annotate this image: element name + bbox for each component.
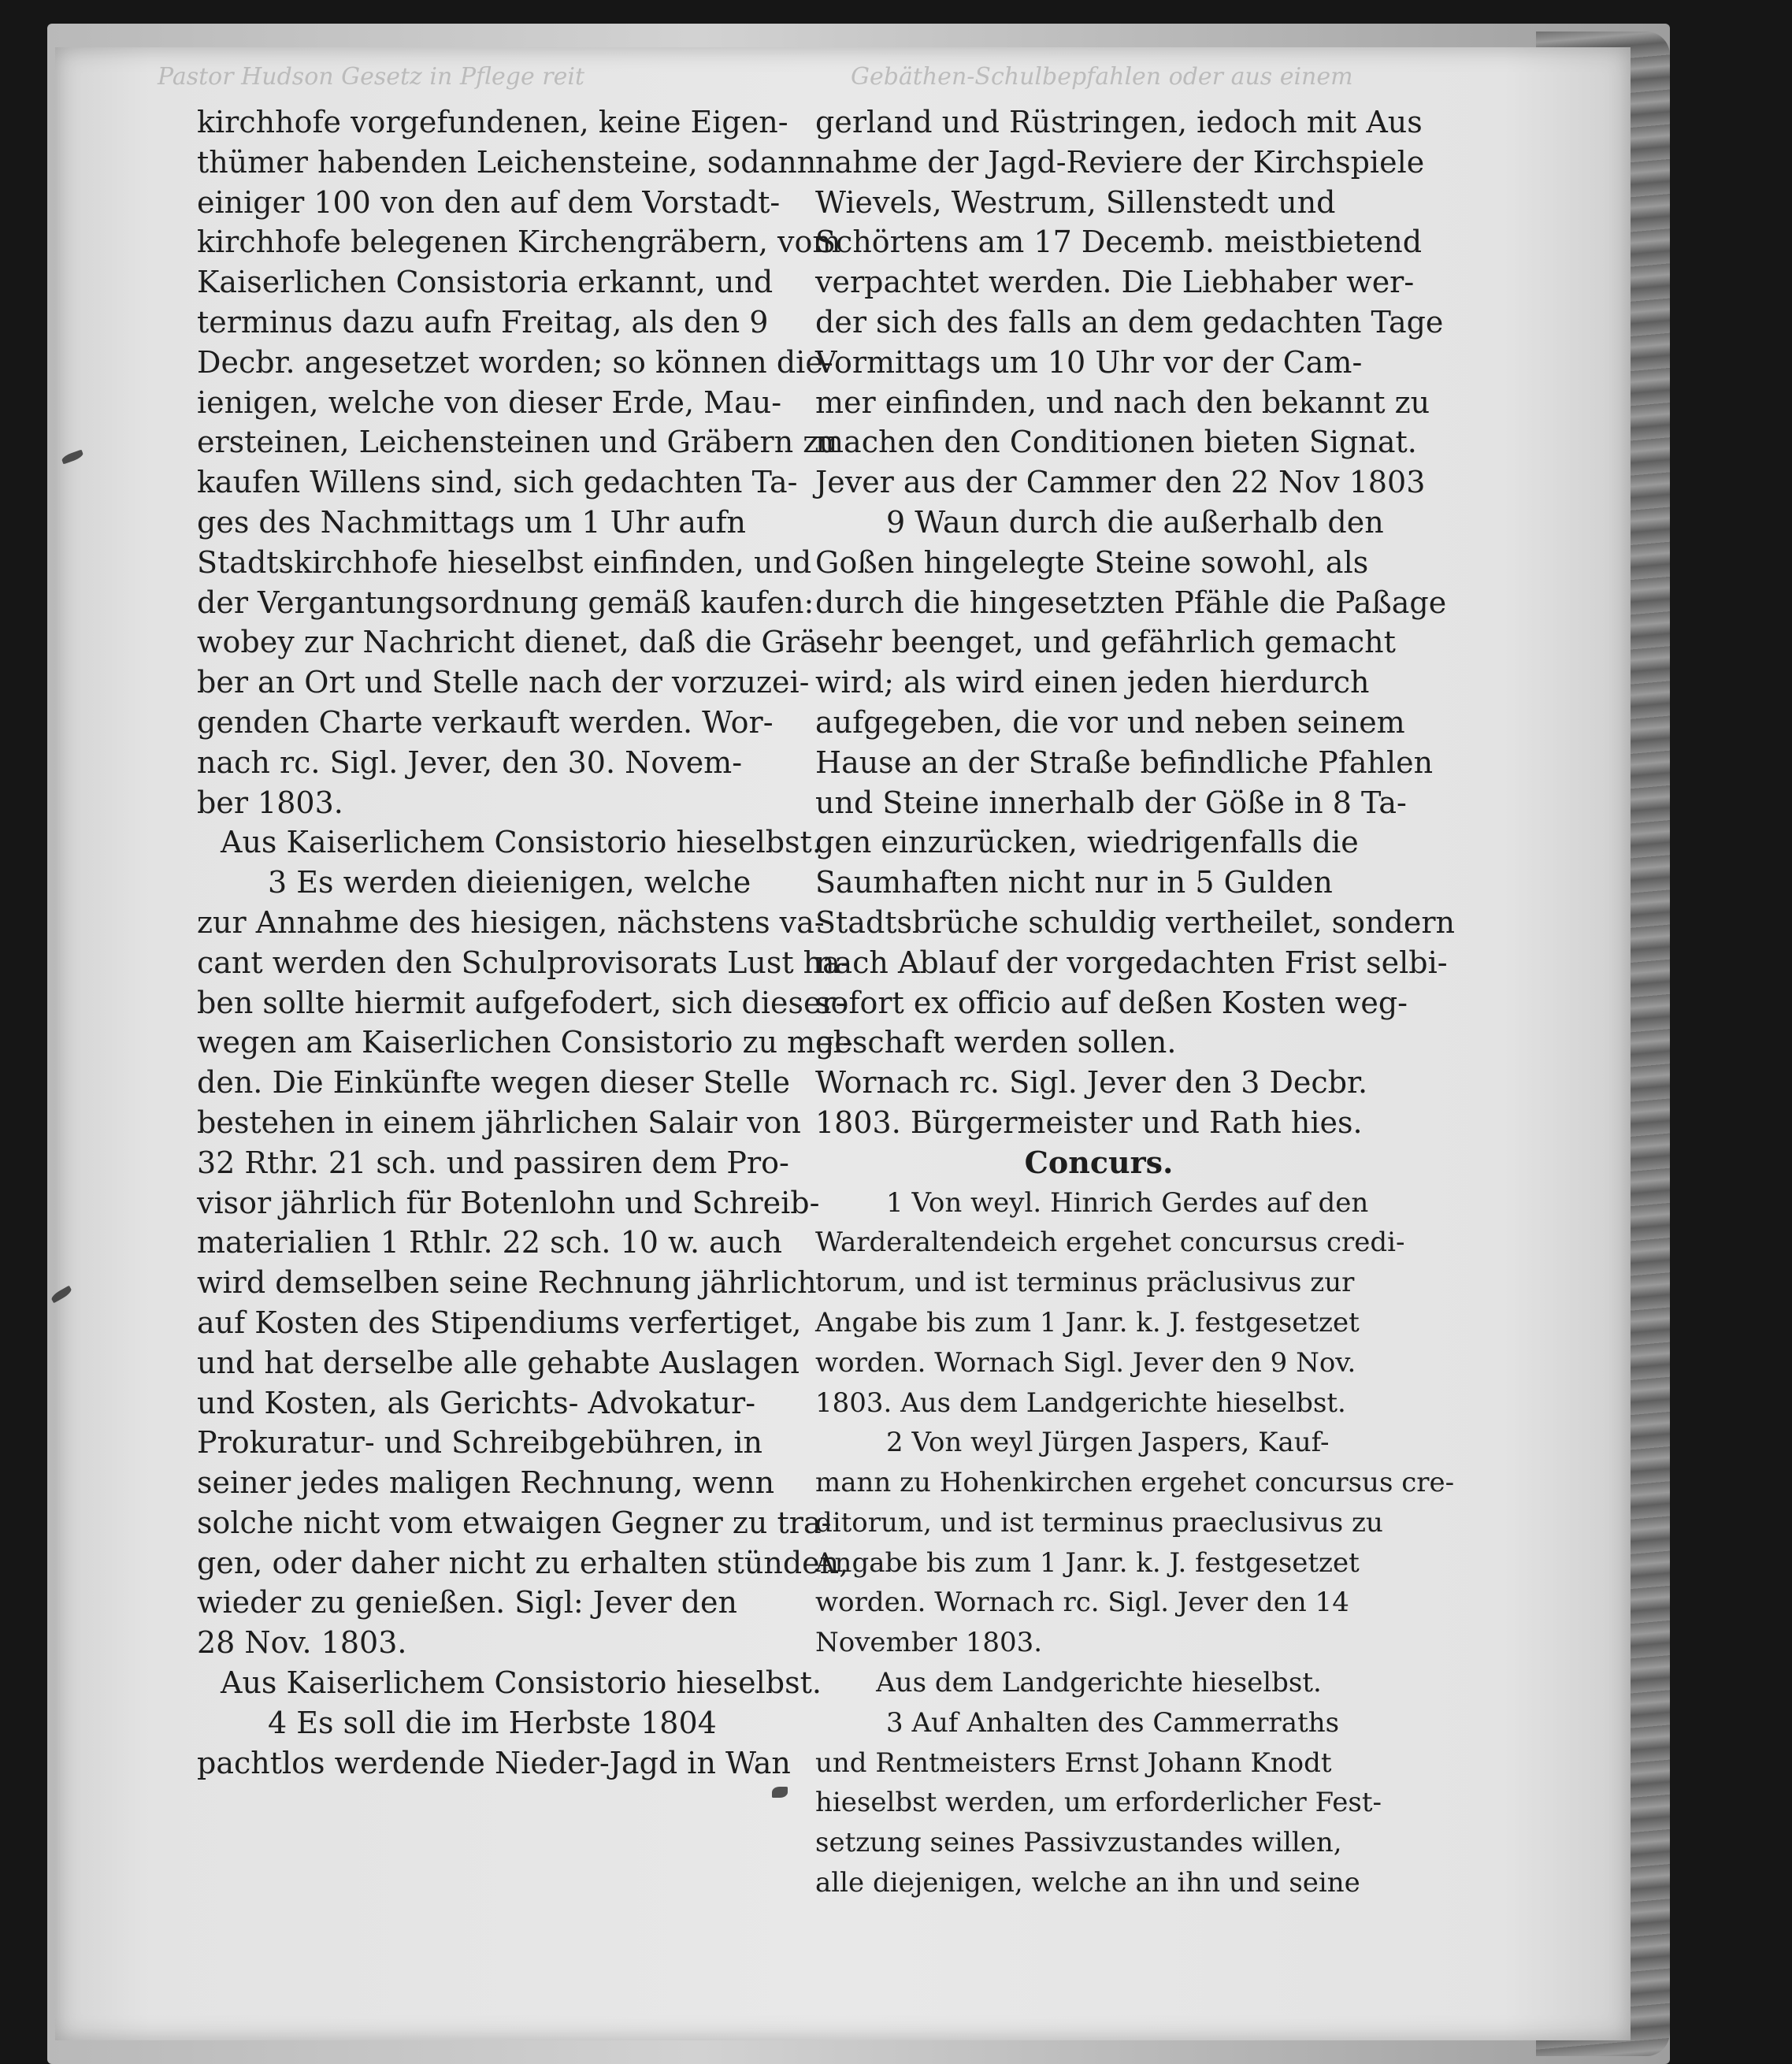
ink-blot (772, 1787, 788, 1798)
text-line: alle diejenigen, welche an ihn und seine (815, 1867, 1360, 1899)
notice-start-line: 3 Es werden dieienigen, welche (268, 865, 751, 900)
text-line: mer einfinden, und nach den bekannt zu (815, 384, 1430, 420)
text-line: ditorum, und ist terminus praeclusivus zu (815, 1506, 1383, 1539)
text-line: ben sollte hiermit aufgefodert, sich dieser- (197, 985, 846, 1020)
text-line: gen einzurücken, wiedrigenfalls die (815, 825, 1359, 860)
text-line: Vormittags um 10 Uhr vor der Cam- (815, 344, 1363, 380)
text-line: materialien 1 Rthlr. 22 sch. 10 w. auch (197, 1225, 783, 1260)
text-line: visor jährlich für Botenlohn und Schreib- (197, 1185, 820, 1220)
text-line: aufgegeben, die vor und neben seinem (815, 704, 1405, 740)
text-line: terminus dazu aufn Freitag, als den 9 (197, 304, 769, 340)
authority-line: Aus dem Landgerichte hieselbst. (876, 1667, 1322, 1699)
text-line: auf Kosten des Stipendiums verfertiget, (197, 1305, 802, 1340)
text-line: Stadtskirchhofe hieselbst einfinden, und (197, 544, 812, 580)
text-line: geschaft werden sollen. (815, 1025, 1177, 1060)
text-line: Saumhaften nicht nur in 5 Gulden (815, 865, 1333, 900)
notice-start-line: 2 Von weyl Jürgen Jaspers, Kauf- (886, 1427, 1330, 1459)
text-line: wieder zu genießen. Sigl: Jever den (197, 1585, 737, 1620)
text-line: ges des Nachmittags um 1 Uhr aufn (197, 504, 746, 540)
text-line: wegen am Kaiserlichen Consistorio zu mel- (197, 1025, 853, 1060)
text-line: solche nicht vom etwaigen Gegner zu tra- (197, 1505, 832, 1540)
right-column (815, 102, 1455, 1903)
text-line: kirchhofe vorgefundenen, keine Eigen- (197, 105, 788, 139)
text-line: torum, und ist terminus präclusivus zur (815, 1267, 1355, 1299)
text-line: Angabe bis zum 1 Janr. k. J. festgesetzet (815, 1546, 1360, 1579)
text-line: wird; als wird einen jeden hierdurch (815, 665, 1370, 700)
text-line: worden. Wornach Sigl. Jever den 9 Nov. (815, 1346, 1356, 1379)
text-line: 1803. Bürgermeister und Rath hies. (815, 1104, 1363, 1140)
text-line: 32 Rthr. 21 sch. und passiren dem Pro- (197, 1145, 789, 1180)
text-line: seiner jedes maligen Rechnung, wenn (197, 1465, 775, 1501)
text-line: Wornach rc. Sigl. Jever den 3 Decbr. (815, 1065, 1368, 1101)
text-line: wobey zur Nachricht dienet, daß die Grä- (197, 625, 828, 660)
text-line: und hat derselbe alle gehabte Auslagen (197, 1345, 800, 1380)
left-column (197, 102, 853, 1783)
text-line: der Vergantungsordnung gemäß kaufen: (197, 585, 814, 620)
notice-start-line: 3 Auf Anhalten des Cammerraths (886, 1706, 1340, 1739)
text-line: verpachtet werden. Die Liebhaber wer- (815, 265, 1415, 300)
text-line: zur Annahme des hiesigen, nächstens va- (197, 904, 825, 940)
text-line: thümer habenden Leichensteine, sodann (197, 144, 817, 180)
text-line: Kaiserlichen Consistoria erkannt, und (197, 265, 774, 300)
text-line: und Steine innerhalb der Göße in 8 Ta- (815, 785, 1407, 820)
text-line: nach rc. Sigl. Jever, den 30. Novem- (197, 744, 743, 780)
text-line: sehr beenget, und gefährlich gemacht (815, 625, 1396, 660)
text-line: 28 Nov. 1803. (197, 1625, 407, 1661)
authority-line: Aus Kaiserlichem Consistorio hieselbst. (221, 1665, 822, 1701)
section-heading-concurs: Concurs. (1024, 1144, 1174, 1180)
text-line: Warderaltendeich ergehet concursus credi- (815, 1227, 1405, 1259)
text-line: genden Charte verkauft werden. Wor- (197, 704, 774, 740)
authority-line: Aus Kaiserlichem Consistorio hieselbst. (221, 825, 822, 860)
text-line: ienigen, welche von dieser Erde, Mau- (197, 384, 782, 420)
text-line: Angabe bis zum 1 Janr. k. J. festgesetzet (815, 1306, 1360, 1338)
text-line: den. Die Einkünfte wegen dieser Stelle (197, 1065, 791, 1101)
text-line: Wievels, Westrum, Sillenstedt und (815, 184, 1336, 220)
text-line: ersteinen, Leichensteinen und Gräbern zu (197, 425, 838, 460)
text-line: gen, oder daher nicht zu erhalten stünden, (197, 1545, 849, 1580)
bleed-through-right: Gebäthen-Schulbepfahlen oder aus einem (851, 63, 1353, 91)
text-line: cant werden den Schulprovisorats Lust ha- (197, 945, 851, 980)
text-line: durch die hingesetzten Pfähle die Paßage (815, 585, 1447, 620)
text-line: kaufen Willens sind, sich gedachten Ta- (197, 465, 798, 500)
text-line: und Rentmeisters Ernst Johann Knodt (815, 1747, 1332, 1779)
text-line: wird demselben seine Rechnung jährlich (197, 1265, 817, 1301)
notice-start-line: 4 Es soll die im Herbste 1804 (268, 1705, 717, 1740)
text-line: bestehen in einem jährlichen Salair von (197, 1104, 801, 1140)
text-line: gerland und Rüstringen, iedoch mit Aus (815, 105, 1423, 139)
notice-start-line: 9 Waun durch die außerhalb den (886, 504, 1384, 540)
text-line: Jever aus der Cammer den 22 Nov 1803 (815, 465, 1426, 500)
bleed-through-left: Pastor Hudson Gesetz in Pflege reit (158, 63, 585, 91)
text-line: ber an Ort und Stelle nach der vorzuzei- (197, 665, 810, 700)
text-line: Decbr. angesetzet worden; so können die- (197, 344, 833, 380)
notice-start-line: 1 Von weyl. Hinrich Gerdes auf den (886, 1186, 1369, 1219)
text-line: nach Ablauf der vorgedachten Frist selbi- (815, 945, 1448, 980)
text-line: Goßen hingelegte Steine sowohl, als (815, 544, 1369, 580)
text-line: Stadtsbrüche schuldig vertheilet, sondern (815, 904, 1455, 940)
text-line: nahme der Jagd-Reviere der Kirchspiele (815, 144, 1425, 180)
text-line: Prokuratur- und Schreibgebühren, in (197, 1425, 763, 1461)
text-line: Hause an der Straße befindliche Pfahlen (815, 744, 1434, 780)
text-line: November 1803. (815, 1627, 1043, 1659)
text-line: 1803. Aus dem Landgerichte hieselbst. (815, 1387, 1346, 1419)
text-line: pachtlos werdende Nieder-Jagd in Wan (197, 1745, 791, 1780)
text-line: setzung seines Passivzustandes willen, (815, 1827, 1342, 1859)
text-line: machen den Conditionen bieten Signat. (815, 425, 1417, 460)
text-line: hieselbst werden, um erforderlicher Fest- (815, 1787, 1382, 1819)
text-line: kirchhofe belegenen Kirchengräbern, vom (197, 225, 841, 260)
text-line: einiger 100 von den auf dem Vorstadt- (197, 184, 781, 220)
text-line: und Kosten, als Gerichts- Advokatur- (197, 1385, 756, 1420)
text-line: worden. Wornach rc. Sigl. Jever den 14 (815, 1587, 1349, 1619)
text-line: sofort ex officio auf deßen Kosten weg- (815, 985, 1408, 1020)
text-line: ber 1803. (197, 785, 343, 820)
text-line: Schörtens am 17 Decemb. meistbietend (815, 225, 1423, 260)
text-line: mann zu Hohenkirchen ergehet concursus cre- (815, 1467, 1455, 1499)
text-line: der sich des falls an dem gedachten Tage (815, 304, 1444, 340)
